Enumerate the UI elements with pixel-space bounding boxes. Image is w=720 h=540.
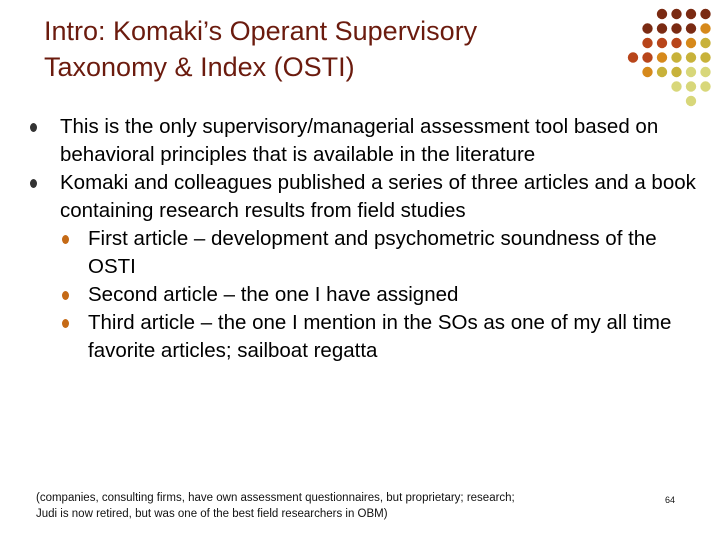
decorative-dot xyxy=(700,38,710,48)
bullet-text: This is the only supervisory/managerial assessment tool based on behavioral principles that is available in the literature xyxy=(60,115,659,166)
decorative-dot xyxy=(700,23,710,33)
decorative-dot xyxy=(686,23,696,33)
decorative-dot xyxy=(686,67,696,77)
decorative-dot xyxy=(642,23,652,33)
decorative-dot xyxy=(700,9,710,19)
decorative-dot xyxy=(686,81,696,91)
bullet-text: Komaki and colleagues published a series of three articles and a book containing research results from field studies xyxy=(60,171,696,222)
decorative-dot-grid xyxy=(627,8,719,108)
footnote-line-1: (companies, consulting firms, have own assessment questionnaires, but proprietary; research; xyxy=(36,492,515,504)
decorative-dot xyxy=(657,52,667,62)
bullet-dot-icon xyxy=(30,179,37,188)
bullet-item xyxy=(20,113,710,169)
decorative-dot xyxy=(642,67,652,77)
decorative-dot xyxy=(700,81,710,91)
decorative-dot xyxy=(686,96,696,106)
decorative-dot xyxy=(686,9,696,19)
decorative-dot xyxy=(642,38,652,48)
slide-title xyxy=(44,13,624,85)
title-line-2: Taxonomy & Index (OSTI) xyxy=(44,52,355,82)
decorative-dot xyxy=(657,67,667,77)
sub-bullet-dot-icon xyxy=(62,319,69,328)
sub-bullet-item xyxy=(20,225,710,281)
decorative-dot xyxy=(657,9,667,19)
slide-body xyxy=(20,113,710,365)
decorative-dot xyxy=(671,81,681,91)
decorative-dot xyxy=(671,38,681,48)
sub-bullet-item xyxy=(20,309,710,365)
decorative-dot xyxy=(686,52,696,62)
bullet-dot-icon xyxy=(30,123,37,132)
sub-bullet-text: Third article – the one I mention in the SOs as one of my all time favorite articles; sailboat regatta xyxy=(88,311,672,362)
decorative-dot xyxy=(657,38,667,48)
decorative-dot xyxy=(657,23,667,33)
decorative-dot xyxy=(671,52,681,62)
sub-bullet-text: First article – development and psychometric soundness of the OSTI xyxy=(88,227,657,278)
decorative-dot xyxy=(686,38,696,48)
title-line-1: Intro: Komaki’s Operant Supervisory xyxy=(44,16,478,46)
decorative-dot xyxy=(671,23,681,33)
decorative-dot xyxy=(671,67,681,77)
footnote xyxy=(36,490,636,522)
sub-bullet-text: Second article – the one I have assigned xyxy=(88,283,459,306)
decorative-dot xyxy=(642,52,652,62)
decorative-dot xyxy=(628,52,638,62)
footnote-line-2: Judi is now retired, but was one of the best field researchers in OBM) xyxy=(36,508,388,520)
page-number: 64 xyxy=(665,495,676,505)
bullet-item xyxy=(20,169,710,225)
decorative-dot xyxy=(671,9,681,19)
sub-bullet-dot-icon xyxy=(62,235,69,244)
sub-bullet-item xyxy=(20,281,710,309)
decorative-dot xyxy=(700,67,710,77)
sub-bullet-dot-icon xyxy=(62,291,69,300)
decorative-dot xyxy=(700,52,710,62)
